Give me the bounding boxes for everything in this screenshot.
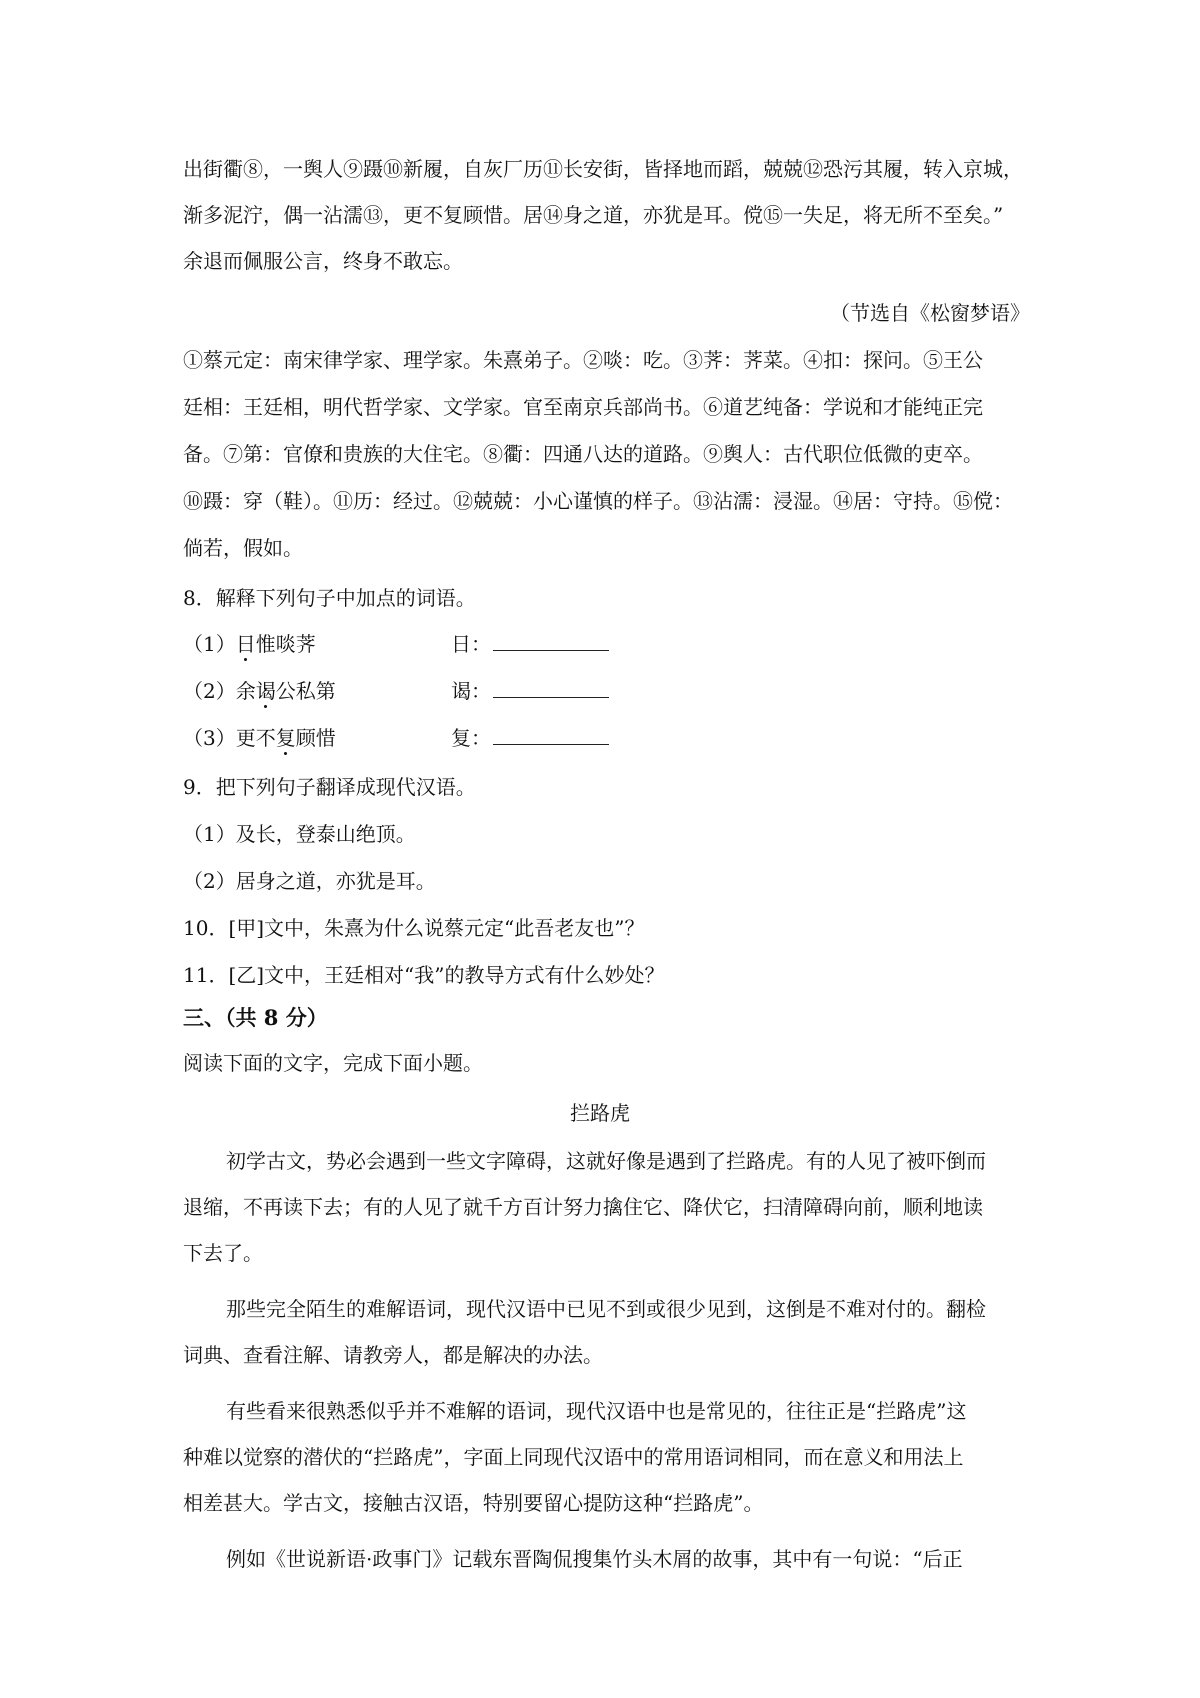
article-line: 相差甚大。学古文，接触古汉语，特别要留心提防这种“拦路虎”。 — [183, 1491, 764, 1515]
note-line: ①蔡元定：南宋律学家、理学家。朱熹弟子。②啖：吃。③荠：荠菜。④扣：探问。⑤王公 — [183, 348, 983, 372]
question-8-item: （2）余谒公私第 谒： — [183, 677, 336, 705]
note-line: 倘若，假如。 — [183, 536, 303, 560]
article-line: 词典、查看注解、请教旁人，都是解决的办法。 — [183, 1343, 603, 1367]
passage-line: 渐多泥泞，偶一沾濡⑬，更不复顾惜。居⑭身之道，亦犹是耳。傥⑮一失足，将无所不至矣。” — [183, 203, 1004, 227]
dotted-word: 复 — [275, 726, 296, 750]
question-9-item: （1）及长，登泰山绝顶。 — [183, 822, 416, 846]
section-instruction: 阅读下面的文字，完成下面小题。 — [183, 1051, 483, 1075]
answer-blank[interactable] — [493, 724, 609, 745]
answer-label: 复： — [451, 726, 491, 750]
article-line: 有些看来很熟悉似乎并不难解的语词，现代汉语中也是常见的，往往正是“拦路虎”这 — [226, 1399, 967, 1423]
question-9-item: （2）居身之道，亦犹是耳。 — [183, 869, 436, 893]
section-heading: 三、（共 8 分） — [183, 1005, 328, 1030]
dotted-word: 日 — [235, 632, 256, 656]
question-8-item: （3）更不复顾惜 复： — [183, 724, 336, 752]
article-line: 初学古文，势必会遇到一些文字障碍，这就好像是遇到了拦路虎。有的人见了被吓倒而 — [226, 1149, 986, 1173]
article-line: 下去了。 — [183, 1241, 263, 1265]
passage-line: 出街衢⑧，一舆人⑨蹑⑩新履，自灰厂历⑪长安街，皆择地而蹈，兢兢⑫恐污其履，转入京城， — [183, 157, 1023, 181]
passage-line: 余退而佩服公言，终身不敢忘。 — [183, 249, 463, 273]
passage-source: （节选自《松窗梦语》 — [830, 301, 1030, 325]
question-9-title: 9．把下列句子翻译成现代汉语。 — [183, 775, 476, 799]
answer-blank[interactable] — [493, 630, 609, 651]
answer-blank[interactable] — [493, 677, 609, 698]
article-line: 那些完全陌生的难解语词，现代汉语中已见不到或很少见到，这倒是不难对付的。翻检 — [226, 1297, 986, 1321]
article-line: 种难以觉察的潜伏的“拦路虎”，字面上同现代汉语中的常用语词相同，而在意义和用法上 — [183, 1445, 964, 1469]
article-line: 例如《世说新语·政事门》记载东晋陶侃搜集竹头木屑的故事，其中有一句说：“后正 — [226, 1547, 963, 1571]
question-11: 11．[乙]文中，王廷相对“我”的教导方式有什么妙处？ — [183, 963, 665, 987]
question-10: 10．[甲]文中，朱熹为什么说蔡元定“此吾老友也”？ — [183, 916, 645, 940]
answer-label: 日： — [451, 632, 491, 656]
note-line: ⑩蹑：穿（鞋）。⑪历：经过。⑫兢兢：小心谨慎的样子。⑬沾濡：浸湿。⑭居：守持。⑮傥： — [183, 489, 1013, 513]
dotted-word: 谒 — [255, 679, 276, 703]
note-line: 备。⑦第：官僚和贵族的大住宅。⑧衢：四通八达的道路。⑨舆人：古代职位低微的吏卒。 — [183, 442, 983, 466]
question-8-title: 8．解释下列句子中加点的词语。 — [183, 586, 476, 610]
question-8-item: （1）日惟啖荠 日： — [183, 630, 316, 658]
article-title: 拦路虎 — [570, 1101, 630, 1125]
article-line: 退缩，不再读下去；有的人见了就千方百计努力擒住它、降伏它，扫清障碍向前，顺利地读 — [183, 1195, 983, 1219]
answer-label: 谒： — [451, 679, 491, 703]
note-line: 廷相：王廷相，明代哲学家、文学家。官至南京兵部尚书。⑥道艺纯备：学说和才能纯正完 — [183, 395, 983, 419]
